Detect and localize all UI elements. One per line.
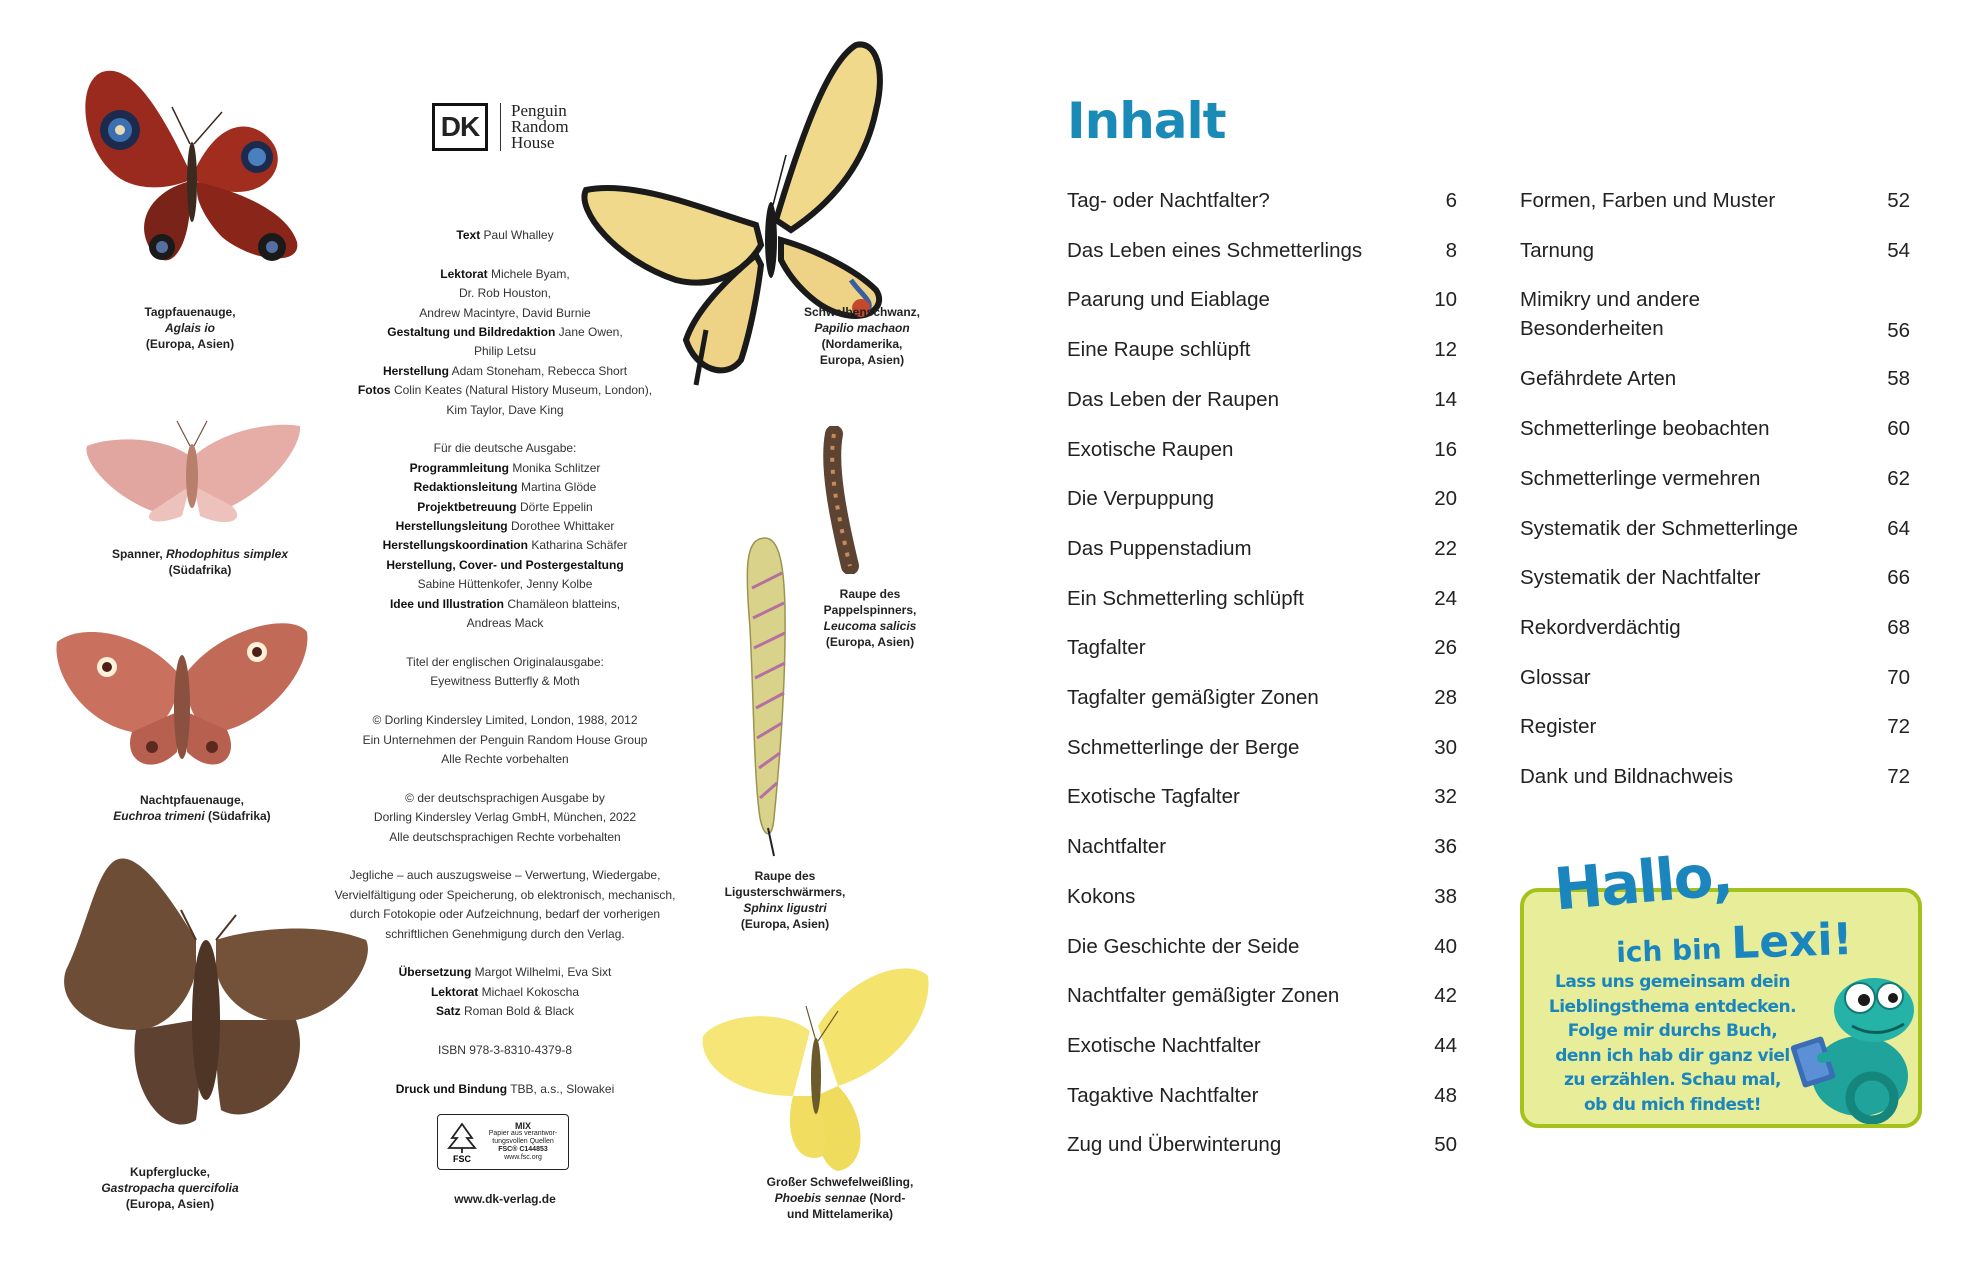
credit-line: Kim Taylor, Dave King <box>446 402 564 417</box>
credit-label: Projektbetreuung <box>417 499 517 514</box>
credit-line: Sabine Hüttenkofer, Jenny Kolbe <box>417 577 593 592</box>
peacock-butterfly-illustration <box>72 52 312 287</box>
toc-entry-page: 62 <box>1887 466 1910 490</box>
fsc-line1: Papier aus verantwor- <box>488 1130 558 1137</box>
toc-entry-page: 16 <box>1434 437 1457 461</box>
german-edition-intro: Für die deutsche Ausgabe: <box>433 441 577 456</box>
toc-entry-page: 26 <box>1434 636 1457 660</box>
toc-entry-title: Exotische Raupen <box>1067 437 1234 461</box>
toc-entry <box>1067 683 1457 712</box>
fsc-text <box>482 1122 564 1162</box>
toc-entry-page: 72 <box>1887 715 1910 739</box>
toc-entry-title: Paarung und Eiablage <box>1067 288 1270 312</box>
toc-entry-title: Tagfalter gemäßigter Zonen <box>1067 686 1319 709</box>
toc-entry-title: Nachtfalter <box>1067 835 1167 859</box>
toc-entry-title: Schmetterlinge der Berge <box>1067 735 1300 759</box>
credit-programm <box>325 459 685 478</box>
credit-value: Dörte Eppelin <box>519 499 593 514</box>
lappet-region: (Europa, Asien) <box>125 1197 215 1211</box>
lexi-hallo: Hallo, <box>1551 840 1734 924</box>
poplar-latin: Leucoma salicis <box>823 619 917 633</box>
toc-entry <box>1520 236 1910 265</box>
toc-entry <box>1067 285 1457 314</box>
toc-entry-page: 20 <box>1434 487 1457 511</box>
swallowtail-latin: Papilio machaon <box>814 321 910 335</box>
credit-label: Druck und Bindung <box>395 1081 508 1096</box>
imprint-credits <box>325 226 685 1099</box>
toc-entry-page: 24 <box>1434 586 1457 610</box>
emperor-moth-illustration <box>52 612 312 780</box>
toc-entry <box>1520 514 1910 543</box>
toc-entry-title: Systematik der Schmetterlinge <box>1520 516 1799 540</box>
credit-projekt <box>325 498 685 517</box>
publisher-logo <box>432 103 569 151</box>
copyright-de-line: © der deutschsprachigen Ausgabe by <box>405 790 605 805</box>
toc-entry <box>1067 1031 1457 1060</box>
toc-entry-page: 66 <box>1887 566 1910 590</box>
lexi-name: Lexi! <box>1730 913 1854 970</box>
spanner-name: Spanner, <box>111 547 163 561</box>
toc-entry <box>1520 712 1910 741</box>
toc-entry-title: Das Puppenstadium <box>1067 536 1252 560</box>
credit-value: Margot Wilhelmi, Eva Sixt <box>474 965 612 980</box>
credit-label: Fotos <box>357 383 391 398</box>
privet-latin: Sphinx ligustri <box>743 901 827 915</box>
credit-fotos <box>325 381 685 400</box>
lappet-name: Kupferglucke, <box>129 1165 210 1179</box>
poplar-caterpillar-illustration <box>820 426 870 574</box>
toc-entry <box>1520 285 1910 345</box>
copyright-de-line: Dorling Kindersley Verlag GmbH, München, 2022 <box>373 810 637 825</box>
toc-entry <box>1067 932 1457 961</box>
toc-entry-title: Eine Raupe schlüpft <box>1067 338 1251 362</box>
page-title: Inhalt <box>1067 92 1226 150</box>
lexi-message-line: ob du mich findest! <box>1583 1094 1762 1115</box>
toc-entry <box>1067 782 1457 811</box>
credit-cover <box>325 556 685 575</box>
credit-label: Idee und Illustration <box>389 596 504 611</box>
chameleon-mascot-icon <box>1782 958 1932 1124</box>
credit-line: Dr. Rob Houston, <box>458 286 552 301</box>
toc-entry-title: Nachtfalter gemäßigter Zonen <box>1067 984 1340 1008</box>
toc-entry-title: Formen, Farben und Muster <box>1520 189 1776 212</box>
credit-label: Text <box>456 228 481 242</box>
toc-entry <box>1520 613 1910 642</box>
toc-entry-page: 8 <box>1445 238 1457 262</box>
toc-entry-title: Die Geschichte der Seide <box>1067 934 1300 958</box>
original-title-line: Titel der englischen Originalausgabe: <box>406 654 604 669</box>
sulphur-region2: und Mittelamerika) <box>786 1207 894 1221</box>
toc-entry-page: 22 <box>1434 536 1457 560</box>
toc-entry-title: Exotische Nachtfalter <box>1067 1033 1261 1057</box>
credit-line: Andrew Macintyre, David Burnie <box>419 305 591 320</box>
credit-lektorat-de <box>325 983 685 1002</box>
toc-entry-page: 56 <box>1887 319 1910 343</box>
privet-caterpillar-caption <box>700 868 870 932</box>
toc-entry-page: 10 <box>1434 288 1457 312</box>
swallowtail-region2: Europa, Asien) <box>819 353 905 367</box>
credit-value: Colin Keates (Natural History Museum, London), <box>393 383 653 398</box>
toc-entry <box>1067 633 1457 662</box>
toc-entry <box>1067 832 1457 861</box>
credit-value: TBB, a.s., Slowakei <box>510 1081 615 1096</box>
credit-value: Katharina Schäfer <box>531 538 628 553</box>
sulphur-region1: (Nord- <box>869 1191 906 1205</box>
toc-entry-title: Register <box>1520 715 1597 739</box>
fsc-mix: MIX <box>514 1121 531 1131</box>
contents-page <box>990 0 1975 1280</box>
credit-lektorat <box>325 265 685 284</box>
credit-label: Gestaltung und Bildredaktion <box>387 325 556 340</box>
toc-entry <box>1067 981 1457 1010</box>
toc-entry-page: 28 <box>1434 686 1457 709</box>
credit-line: Philip Letsu <box>473 344 537 359</box>
toc-entry-page: 40 <box>1434 934 1457 958</box>
poplar-line2: Pappelspinners, <box>823 603 917 617</box>
legal-line: schriftlichen Genehmigung durch den Verlag. <box>385 926 625 941</box>
credit-value: Michele Byam, <box>490 266 570 281</box>
peacock-latin: Aglais io <box>164 321 215 335</box>
peacock-region: (Europa, Asien) <box>145 337 235 351</box>
toc-entry-title: Schmetterlinge beobachten <box>1520 417 1770 441</box>
toc-entry <box>1067 882 1457 911</box>
credit-value: Michael Kokoscha <box>481 984 580 999</box>
toc-entry-page: 42 <box>1434 984 1457 1008</box>
toc-entry-page: 58 <box>1887 367 1910 391</box>
toc-entry-page: 60 <box>1887 417 1910 441</box>
prh-line-3: House <box>511 133 555 152</box>
toc-entry <box>1067 534 1457 563</box>
fsc-line2: tungsvollen Quellen <box>492 1138 554 1145</box>
privet-line2: Ligusterschwärmers, <box>724 885 846 899</box>
toc-entry <box>1520 186 1910 215</box>
legal-line: Vervielfältigung oder Speicherung, ob elektronisch, mechanisch, <box>334 887 676 902</box>
legal-line: Jegliche – auch auszugsweise – Verwertung, Wiedergabe, <box>349 868 661 883</box>
credit-value: Jane Owen, <box>558 325 623 340</box>
swallowtail-caption <box>782 304 942 368</box>
fsc-logo-text: FSC <box>453 1154 471 1164</box>
toc-entry-title: Kokons <box>1067 884 1136 908</box>
credit-label: Übersetzung <box>398 965 472 980</box>
toc-entry-title: Systematik der Nachtfalter <box>1520 566 1761 590</box>
credit-herstellungskoordination <box>325 536 685 555</box>
toc-entry-page: 64 <box>1887 516 1910 540</box>
toc-entry-page: 50 <box>1434 1133 1457 1157</box>
lexi-message-line: Lass uns gemeinsam dein <box>1555 972 1790 992</box>
spanner-moth-illustration <box>82 416 302 532</box>
toc-entry <box>1520 663 1910 692</box>
toc-entry <box>1067 435 1457 464</box>
peacock-caption <box>90 304 290 352</box>
lexi-speech-box <box>1520 840 1922 1128</box>
credit-label: Satz <box>435 1004 461 1019</box>
prh-line-1: Penguin <box>511 101 567 120</box>
credit-text <box>325 226 685 245</box>
toc-entry <box>1520 762 1910 791</box>
copyright-line: Alle Rechte vorbehalten <box>441 751 569 766</box>
swallowtail-name: Schwalbenschwanz, <box>803 305 921 319</box>
fsc-badge <box>437 1114 569 1170</box>
toc-entry-title: Die Verpuppung <box>1067 487 1215 511</box>
toc-entry <box>1067 1130 1457 1159</box>
toc-entry-title: Tagaktive Nachtfalter <box>1067 1083 1259 1107</box>
privet-region: (Europa, Asien) <box>740 917 830 931</box>
toc-entry <box>1067 733 1457 762</box>
toc-entry-title: Dank und Bildnachweis <box>1520 765 1734 788</box>
poplar-caterpillar-caption <box>790 586 950 650</box>
publisher-website: www.dk-verlag.de <box>454 1192 556 1206</box>
dk-logo: DK <box>432 103 488 151</box>
fsc-tree-icon <box>442 1120 482 1164</box>
peacock-name: Tagpfauenauge, <box>144 305 236 319</box>
lappet-latin: Gastropacha quercifolia <box>101 1181 239 1195</box>
credit-value: Paul Whalley <box>483 228 554 242</box>
toc-entry-title: Das Leben eines Schmetterlings <box>1067 238 1363 262</box>
toc-entry-title: Zug und Überwinterung <box>1067 1133 1282 1157</box>
credit-redaktion <box>325 478 685 497</box>
sulphur-name: Großer Schwefelweißling, <box>766 1175 914 1189</box>
lexi-message-line: zu erzählen. Schau mal, <box>1563 1070 1782 1090</box>
emperor-latin: Euchroa trimeni <box>113 809 205 823</box>
toc-entry-title: Glossar <box>1520 665 1591 689</box>
emperor-caption <box>82 792 302 824</box>
credit-label: Herstellung, Cover- und Postergestaltung <box>386 557 624 572</box>
credit-label: Herstellungskoordination <box>382 538 528 553</box>
credit-gestaltung <box>325 323 685 342</box>
toc-entry-title: Tagfalter <box>1067 636 1146 660</box>
credit-value: Martina Glöde <box>520 480 597 495</box>
toc-entry <box>1067 236 1457 265</box>
sulphur-butterfly-illustration <box>698 956 934 1178</box>
toc-entry-page: 52 <box>1887 189 1910 212</box>
lexi-message-line: denn ich hab dir ganz viel <box>1555 1045 1790 1066</box>
fsc-code: FSC® C144853 <box>498 1146 548 1153</box>
toc-entry-title: Rekordverdächtig <box>1520 615 1681 639</box>
toc-entry-title: Tarnung <box>1520 238 1595 262</box>
toc-entry-page: 44 <box>1434 1033 1457 1057</box>
toc-entry-page: 72 <box>1887 765 1910 788</box>
credit-idee <box>325 595 685 614</box>
toc-entry-title: Tag- oder Nachtfalter? <box>1067 189 1270 212</box>
sulphur-latin: Phoebis sennae <box>774 1191 867 1205</box>
credit-value: Adam Stoneham, Rebecca Short <box>451 363 628 378</box>
toc-entry <box>1520 364 1910 393</box>
toc-entry <box>1067 584 1457 613</box>
sulphur-caption <box>740 1174 940 1222</box>
privet-line1: Raupe des <box>754 869 816 883</box>
toc-entry <box>1067 385 1457 414</box>
credit-label: Lektorat <box>430 984 479 999</box>
toc-entry-page: 30 <box>1434 735 1457 759</box>
spanner-caption <box>80 546 320 578</box>
credit-label: Herstellungsleitung <box>395 519 508 534</box>
swallowtail-region1: (Nordamerika, <box>821 337 903 351</box>
toc-entry <box>1067 335 1457 364</box>
toc-entry-page: 6 <box>1445 189 1457 212</box>
credit-value: Dorothee Whittaker <box>510 519 615 534</box>
poplar-line1: Raupe des <box>839 587 901 601</box>
lappet-caption <box>60 1164 280 1212</box>
toc-entry <box>1520 414 1910 443</box>
toc-entry-title: Ein Schmetterling schlüpft <box>1067 586 1305 610</box>
toc-entry <box>1520 464 1910 493</box>
privet-caterpillar-illustration <box>730 528 800 858</box>
credit-label: Programmleitung <box>409 460 509 475</box>
spanner-latin: Rhodophitus simplex <box>166 547 289 561</box>
toc-entry-title: Gefährdete Arten <box>1520 367 1677 391</box>
toc-entry-page: 12 <box>1434 338 1457 362</box>
credit-value: Chamäleon blatteins, <box>507 596 621 611</box>
fsc-site: www.fsc.org <box>504 1154 542 1161</box>
toc-entry-page: 48 <box>1434 1083 1457 1107</box>
credit-line: Andreas Mack <box>466 616 544 631</box>
credit-value: Roman Bold & Black <box>463 1004 575 1019</box>
spanner-region: (Südafrika) <box>168 563 232 577</box>
credit-label: Lektorat <box>440 266 488 281</box>
legal-line: durch Fotokopie oder Aufzeichnung, bedarf der vorherigen <box>349 907 661 922</box>
toc-entry-page: 70 <box>1887 665 1910 689</box>
original-title-line: Eyewitness Butterfly & Moth <box>430 674 580 689</box>
penguin-random-house-logo <box>500 103 569 151</box>
toc-entry-title: Exotische Tagfalter <box>1067 785 1240 809</box>
lexi-message-line: Folge mir durchs Buch, <box>1567 1021 1778 1041</box>
copyright-de-line: Alle deutschsprachigen Rechte vorbehalten <box>389 829 621 844</box>
toc-entry-page: 38 <box>1434 884 1457 908</box>
toc-entry-page: 68 <box>1887 615 1910 639</box>
credit-uebersetzung <box>325 963 685 982</box>
toc-entry-title: Mimikry und andere Besonderheiten <box>1520 288 1701 341</box>
lexi-message <box>1530 970 1815 1117</box>
credit-herstellungsleitung <box>325 517 685 536</box>
toc-entry <box>1067 484 1457 513</box>
toc-entry-title: Das Leben der Raupen <box>1067 387 1279 411</box>
emperor-region: (Südafrika) <box>208 809 271 823</box>
toc-entry <box>1067 186 1457 215</box>
isbn: ISBN 978-3-8310-4379-8 <box>437 1042 573 1057</box>
prh-line-2: Random <box>511 117 569 136</box>
credit-label: Redaktionsleitung <box>413 480 518 495</box>
toc-entry-page: 32 <box>1434 785 1457 809</box>
toc-entry-title: Schmetterlinge vermehren <box>1520 466 1761 490</box>
credit-druck <box>325 1080 685 1099</box>
toc-entry-page: 14 <box>1434 387 1457 411</box>
copyright-line: Ein Unternehmen der Penguin Random House Group <box>362 732 648 747</box>
lexi-ich-bin: ich bin <box>1615 932 1723 970</box>
toc-entry-page: 36 <box>1434 835 1457 859</box>
toc-entry-page: 54 <box>1887 238 1910 262</box>
copyright-line: © Dorling Kindersley Limited, London, 1988, 2012 <box>372 713 638 728</box>
lexi-message-line: Lieblingsthema entdecken. <box>1548 996 1797 1017</box>
credit-value: Monika Schlitzer <box>512 460 601 475</box>
toc-entry <box>1067 1081 1457 1110</box>
emperor-name: Nachtpfauenauge, <box>139 793 244 807</box>
credit-satz <box>325 1002 685 1021</box>
poplar-region: (Europa, Asien) <box>825 635 915 649</box>
credit-label: Herstellung <box>382 363 449 378</box>
credit-herstellung <box>325 362 685 381</box>
toc-entry <box>1520 563 1910 592</box>
